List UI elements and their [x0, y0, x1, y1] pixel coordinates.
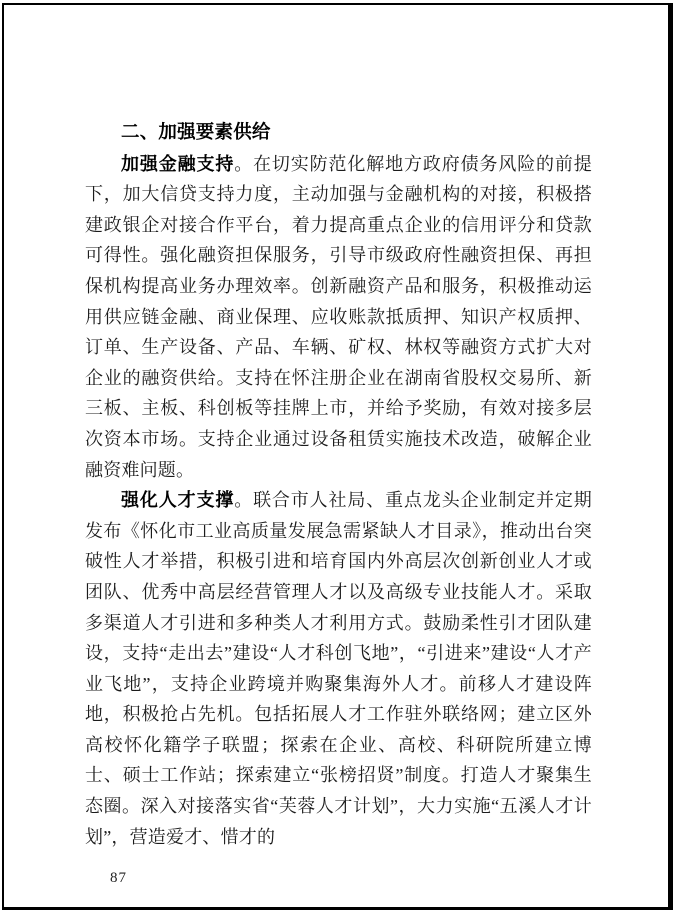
paragraph-talent-lead: 强化人才支撑 [121, 490, 235, 511]
paragraph-talent-support [85, 485, 592, 852]
page-number: 87 [110, 870, 127, 886]
paragraph-finance-text: 。在切实防范化解地方政府债务风险的前提下，加大信贷支持力度，主动加强与金融机构的对接，积极搭建政银企对接合作平台，着力提高重点企业的信用评分和贷款可得性。强化融资担保服务，引导市级政府性融资担保、再担保机构提高业务办理效率。创新融资产品和服务，积极推动运用供应链金融、商业保理、应收账款抵质押、知识产权质押、订单、生产设备、产品、车辆、矿权、林权等融资方式扩大对企业的融资供给。支持在怀注册企业在湖南省股权交易所、新三板、主板、科创板等挂牌上市，并给予奖励，有效对接多层次资本市场。支持企业通过设备租赁实施技术改造，破解企业融资难问题。 [85, 153, 592, 480]
page-content [85, 118, 592, 852]
paragraph-finance-lead: 加强金融支持 [121, 153, 235, 174]
paragraph-finance-support [85, 149, 592, 486]
paragraph-talent-text: 。联合市人社局、重点龙头企业制定并定期发布《怀化市工业高质量发展急需紧缺人才目录》，推动出台突破性人才举措，积极引进和培育国内外高层次创新创业人才或团队、优秀中高层经营管理人才以及高级专业技能人才。采取多渠道人才引进和多种类人才利用方式。鼓励柔性引才团队建设，支持“走出去”建设“人才科创飞地”，“引进来”建设“人才产业飞地”，支持企业跨境并购聚集海外人才。前移人才建设阵地，积极抢占先机。包括拓展人才工作驻外联络网；建立区外高校怀化籍学子联盟；探索在企业、高校、科研院所建立博士、硕士工作站；探索建立“张榜招贤”制度。打造人才聚集生态圈。深入对接落实省“芙蓉人才计划”，大力实施“五溪人才计划”，营造爱才、惜才的 [85, 490, 592, 847]
section-heading: 二、加强要素供给 [121, 123, 271, 143]
